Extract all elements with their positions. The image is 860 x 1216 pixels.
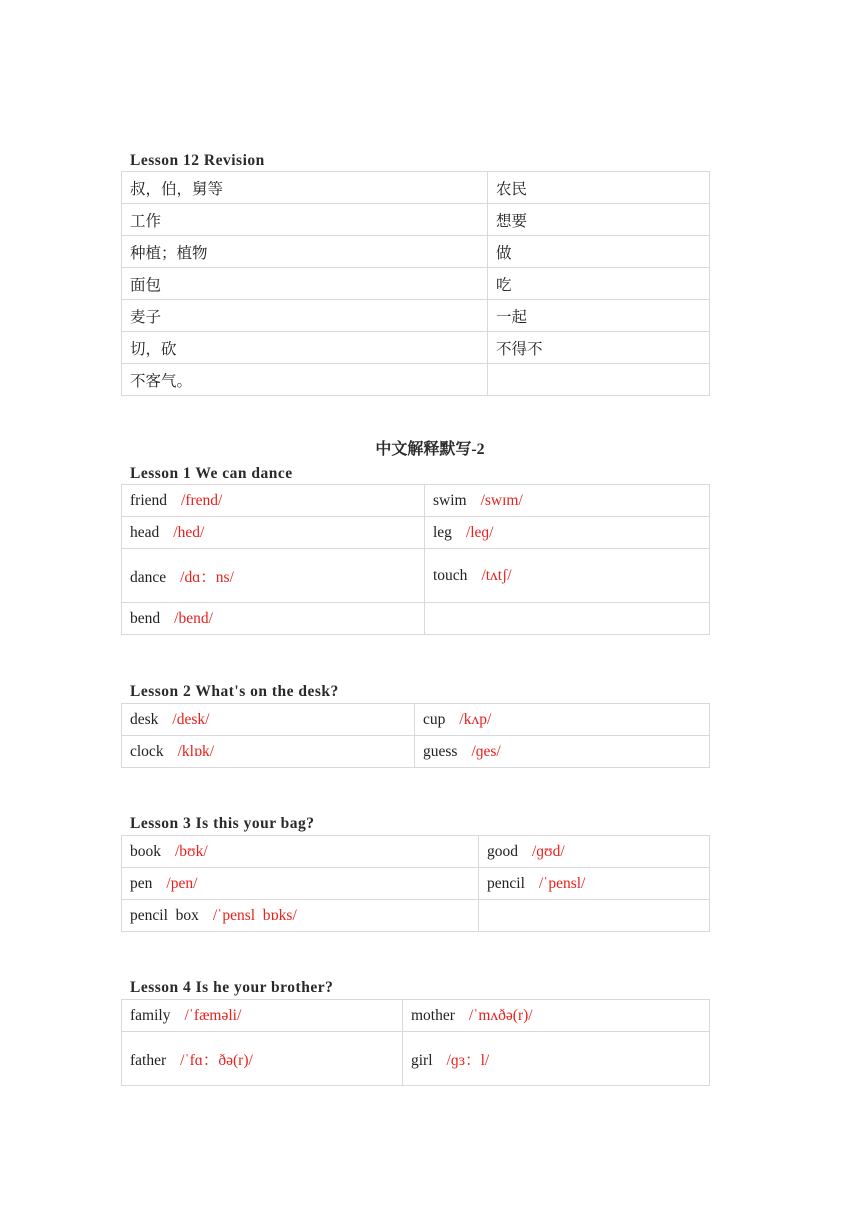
phonetic: /ˈfæməli/ — [184, 1006, 242, 1024]
lesson-2-table — [121, 703, 710, 768]
phonetic: /frend/ — [181, 491, 223, 509]
vocab-cell — [403, 1000, 710, 1032]
vocab-cell — [425, 603, 710, 635]
table-row — [122, 300, 710, 332]
phonetic: /ˈmʌðə(r)/ — [468, 1006, 533, 1024]
table-row — [122, 485, 710, 517]
vocab-cell — [122, 603, 425, 635]
word: clock — [130, 742, 164, 760]
revision-cell: 想要 — [488, 204, 710, 236]
phonetic: /pen/ — [166, 874, 198, 892]
table-row — [122, 204, 710, 236]
table-row — [122, 549, 710, 603]
table-row — [122, 603, 710, 635]
table-row — [122, 1032, 710, 1086]
table-row — [122, 268, 710, 300]
table-row — [122, 900, 710, 932]
word: girl — [411, 1051, 433, 1069]
word: pen — [130, 874, 153, 892]
lesson-1-table — [121, 484, 710, 635]
vocab-cell — [122, 1032, 403, 1086]
table-row — [122, 1000, 710, 1032]
table-row — [122, 236, 710, 268]
revision-cell: 种植；植物 — [122, 236, 488, 268]
word: mother — [411, 1006, 455, 1024]
lesson-2-heading: Lesson 2 What's on the desk? — [130, 683, 339, 700]
phonetic: /dɑ：ns/ — [180, 568, 234, 586]
phonetic: /ɡʊd/ — [532, 842, 565, 860]
table-row — [122, 704, 710, 736]
lesson-3-heading: Lesson 3 Is this your bag? — [130, 815, 315, 832]
section-title: 中文解释默写-2 — [375, 441, 485, 458]
word: swim — [433, 491, 467, 509]
word: father — [130, 1051, 167, 1069]
vocab-cell — [122, 836, 479, 868]
word: bend — [130, 609, 161, 627]
word: head — [130, 523, 160, 541]
revision-cell: 不客气。 — [122, 364, 488, 396]
vocab-cell — [415, 736, 710, 768]
revision-cell: 叔，伯，舅等 — [122, 172, 488, 204]
vocab-cell — [415, 704, 710, 736]
revision-cell — [488, 364, 710, 396]
lesson-4-table — [121, 999, 710, 1086]
table-row — [122, 364, 710, 396]
vocab-cell — [425, 549, 710, 603]
vocab-cell — [122, 549, 425, 603]
word: cup — [423, 710, 446, 728]
phonetic: /bend/ — [174, 609, 213, 627]
vocab-cell — [425, 485, 710, 517]
vocab-cell — [122, 900, 479, 932]
vocab-cell — [479, 900, 710, 932]
table-row — [122, 736, 710, 768]
vocab-cell — [122, 517, 425, 549]
table-row — [122, 332, 710, 364]
revision-cell: 农民 — [488, 172, 710, 204]
revision-cell: 工作 — [122, 204, 488, 236]
phonetic: /tʌtʃ/ — [481, 566, 512, 584]
word: guess — [423, 742, 458, 760]
lesson-3-table — [121, 835, 710, 932]
word: pencil — [487, 874, 525, 892]
table-row — [122, 517, 710, 549]
phonetic: /hed/ — [173, 523, 205, 541]
table-row — [122, 836, 710, 868]
revision-cell: 麦子 — [122, 300, 488, 332]
revision-heading: Lesson 12 Revision — [130, 152, 265, 169]
phonetic: /leɡ/ — [465, 523, 494, 541]
phonetic: /klɒk/ — [177, 742, 215, 760]
revision-cell: 做 — [488, 236, 710, 268]
vocab-cell — [122, 736, 415, 768]
revision-cell: 面包 — [122, 268, 488, 300]
phonetic: /ɡɜ：l/ — [446, 1051, 490, 1069]
revision-table — [121, 171, 710, 396]
word: leg — [433, 523, 452, 541]
phonetic: /ˈpensl/ — [538, 874, 586, 892]
revision-cell: 切，砍 — [122, 332, 488, 364]
vocab-cell — [122, 485, 425, 517]
phonetic: /ɡes/ — [471, 742, 501, 760]
table-row — [122, 172, 710, 204]
vocab-cell — [479, 868, 710, 900]
word: touch — [433, 566, 468, 584]
word: good — [487, 842, 518, 860]
phonetic: /kʌp/ — [459, 710, 492, 728]
table-row — [122, 868, 710, 900]
revision-cell: 不得不 — [488, 332, 710, 364]
phonetic: /ˈfɑ：ðə(r)/ — [180, 1051, 253, 1069]
word: book — [130, 842, 161, 860]
vocab-cell — [479, 836, 710, 868]
word: family — [130, 1006, 171, 1024]
vocab-cell — [122, 1000, 403, 1032]
vocab-cell — [403, 1032, 710, 1086]
vocab-cell — [425, 517, 710, 549]
phonetic: /swɪm/ — [480, 491, 523, 509]
vocab-cell — [122, 704, 415, 736]
word: friend — [130, 491, 168, 509]
word: dance — [130, 568, 167, 586]
phonetic: /desk/ — [172, 710, 210, 728]
lesson-4-heading: Lesson 4 Is he your brother? — [130, 979, 334, 996]
word: desk — [130, 710, 159, 728]
word: pencil box — [130, 906, 199, 924]
revision-cell: 一起 — [488, 300, 710, 332]
vocab-cell — [122, 868, 479, 900]
revision-cell: 吃 — [488, 268, 710, 300]
phonetic: /bʊk/ — [175, 842, 208, 860]
phonetic: /ˈpensl bɒks/ — [212, 906, 297, 924]
lesson-1-heading: Lesson 1 We can dance — [130, 465, 293, 482]
